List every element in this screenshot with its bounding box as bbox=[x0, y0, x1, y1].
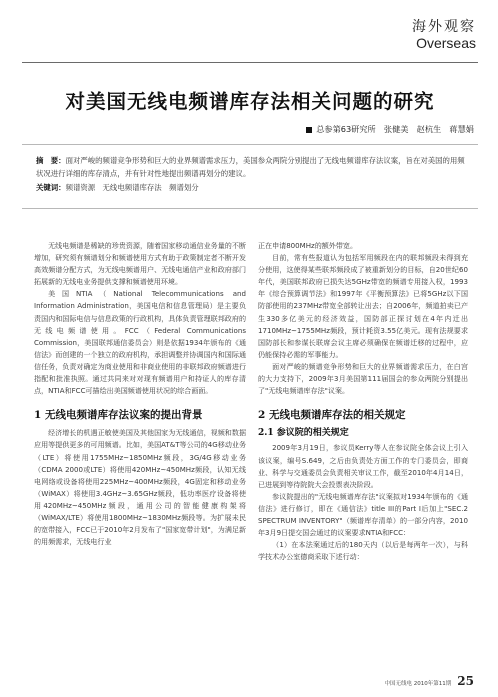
header-rule bbox=[22, 62, 478, 63]
abstract bbox=[36, 154, 470, 180]
author-text: 总参第63研究所 张健美 赵杭生 蒋慧娟 bbox=[316, 124, 474, 134]
abstract-bottom-rule bbox=[22, 208, 478, 209]
subsection-heading: 2.1 参议院的相关规定 bbox=[258, 428, 349, 439]
keywords bbox=[36, 182, 470, 193]
section-label-cn: 海外观察 bbox=[412, 19, 476, 35]
body-paragraph: 美国NTIA（National Telecommunications and Information Administration，美国电信和信息管理局）是主要负责国内和国际电信与信息政策的行政机构，具体负责管理联邦政府的无线电频谱使用。FCC（Federal Communications Commission，美国联邦通信委员会）则是依据1934年颁布的《通信法》而创建的一个独立的政府机构，承担调整并协调国内和国际通信任务，负责对确定为商业使用和非商业使用的非联邦政府频谱进行指配和批准执照。通过共同来对对现有频谱用户和持证人的库存清点，NTIA和FCC可描绘出美国频谱使用状况的综合画面。 bbox=[34, 289, 246, 396]
body-paragraph: 2009年3月19日，参议员Kerry等人在参议院全体会议上引入该议案，编号S.649，之后由负责处方面工作的专门委员会，即商业、科学与交通委员会负责相关审议工作，截至2010年4月14日，已进展到等待院院大会投票表决阶段。 bbox=[258, 443, 468, 489]
bullet-square-icon bbox=[306, 127, 312, 133]
keywords-label: 关键词： bbox=[36, 183, 66, 192]
body-paragraph: （1）在本法案通过后的180天内（以后是每两年一次），与科学技术办公室德商采取下述行动： bbox=[258, 540, 468, 562]
section1-heading: 1 无线电频谱库存法议案的提出背景 bbox=[34, 409, 203, 422]
body-paragraph: 经济增长的机遇正敏使美国及其他国家为无线通信，视频和数据应用等提供更多的可用频谱。比如，美国AT&T等公司的4G移动业务（LTE）将使用1755MHz~1850MHz频段，3G/4G移动业务（CDMA 2000或LTE）将使用420MHz~450MHz频段，认知无线电网络或设备将使用225MHz~400MHz频段，4G固定和移动业务（WiMAX）将使用3.4GHz~3.65GHz频段，低功率医疗设备将使用420MHz~450MHz频段，通用公司的智能健康构架将（WiMAX/LTE）将使用1800MHz~1830MHz频段等。为扩展未民的宽带接入，FCC已于2010年2月发布了"国家宽带计划"，为满足新的用频需求，无线电行业 bbox=[34, 428, 246, 547]
page-number: 25 bbox=[457, 674, 474, 688]
keywords-text: 频谱资源 无线电频谱库存法 频谱划分 bbox=[65, 183, 199, 192]
page-footer bbox=[385, 674, 474, 688]
body-paragraph: 无线电频谱是稀缺的珍贵资源，随着国家移动通信业务量的不断增加，研究须有频谱划分和频谱使用方式有助于政策制定者不断开发高效频谱分配方式，为无线电频谱用户、无线电通信产业和政府部门拓展新的无线电业务提供支撑和频谱使用环境。 bbox=[34, 241, 246, 287]
right-column bbox=[258, 240, 468, 563]
section-label-en: Overseas bbox=[416, 35, 476, 51]
body-paragraph: 目前，常有些报道认为包括军用频段在内的联邦频段未得到充分使用，这使得某些联邦频段成了被重新划分的目标，自20世纪60年代，美国联邦政府已损失达5GHz带宽的频谱专用接入权，1993年《综合预算调节法》和1997年《平衡预算法》已将5GHz以下国防部使用的237MHz带宽全部转让出去；自2006年，频道拍卖已产生330多亿美元的经济效益，国防部正探讨划在4年内迁出1710MHz~1755MHz频段，预计耗资3.55亿美元。现有法规要求国防部长和参谋长联席会议主席必须确保在频谱迁移的过程中，应仍能保持必需的军事能力。 bbox=[258, 253, 468, 359]
body-paragraph: 参议院提出的"无线电频谱库存法"议案拟对1934年颁布的《通信法》进行修订，即在《通信法》title III的Part I后加上"SEC.2 SPECTRUM INVENTORY"（频谱库存清单）的一部分内容，2010年3月9日提交国会通过的议案要求NTIA和FCC： bbox=[258, 491, 468, 538]
section-tag bbox=[412, 16, 476, 51]
abstract-text: 面对严峻的频谱竞争形势和巨大的业界频谱需求压力，美国参众两院分别提出了无线电频谱库存法议案，旨在对美国的用频状况进行详细的库存清点，并有针对性地提出频谱再划分的建议。 bbox=[36, 156, 465, 178]
abstract-label: 摘 要： bbox=[36, 156, 66, 165]
journal-name: 中国无线电 2010年第11期 bbox=[384, 681, 452, 687]
left-column bbox=[34, 240, 246, 548]
body-paragraph: 面对严峻的频谱竞争形势和巨大的业界频谱需求压力，在白宫的大力支持下，2009年3月美国第111届国会的参众两院分别提出了"无线电频谱库存法"议案。 bbox=[258, 361, 468, 396]
article-title: 对美国无线电频谱库存法相关问题的研究 bbox=[65, 90, 435, 113]
body-paragraph: 正在申请800MHz的额外带宽。 bbox=[258, 241, 357, 250]
abstract-top-rule bbox=[22, 144, 478, 145]
byline bbox=[306, 124, 474, 135]
section2-heading: 2 无线电频谱库存法的相关规定 bbox=[258, 409, 406, 422]
